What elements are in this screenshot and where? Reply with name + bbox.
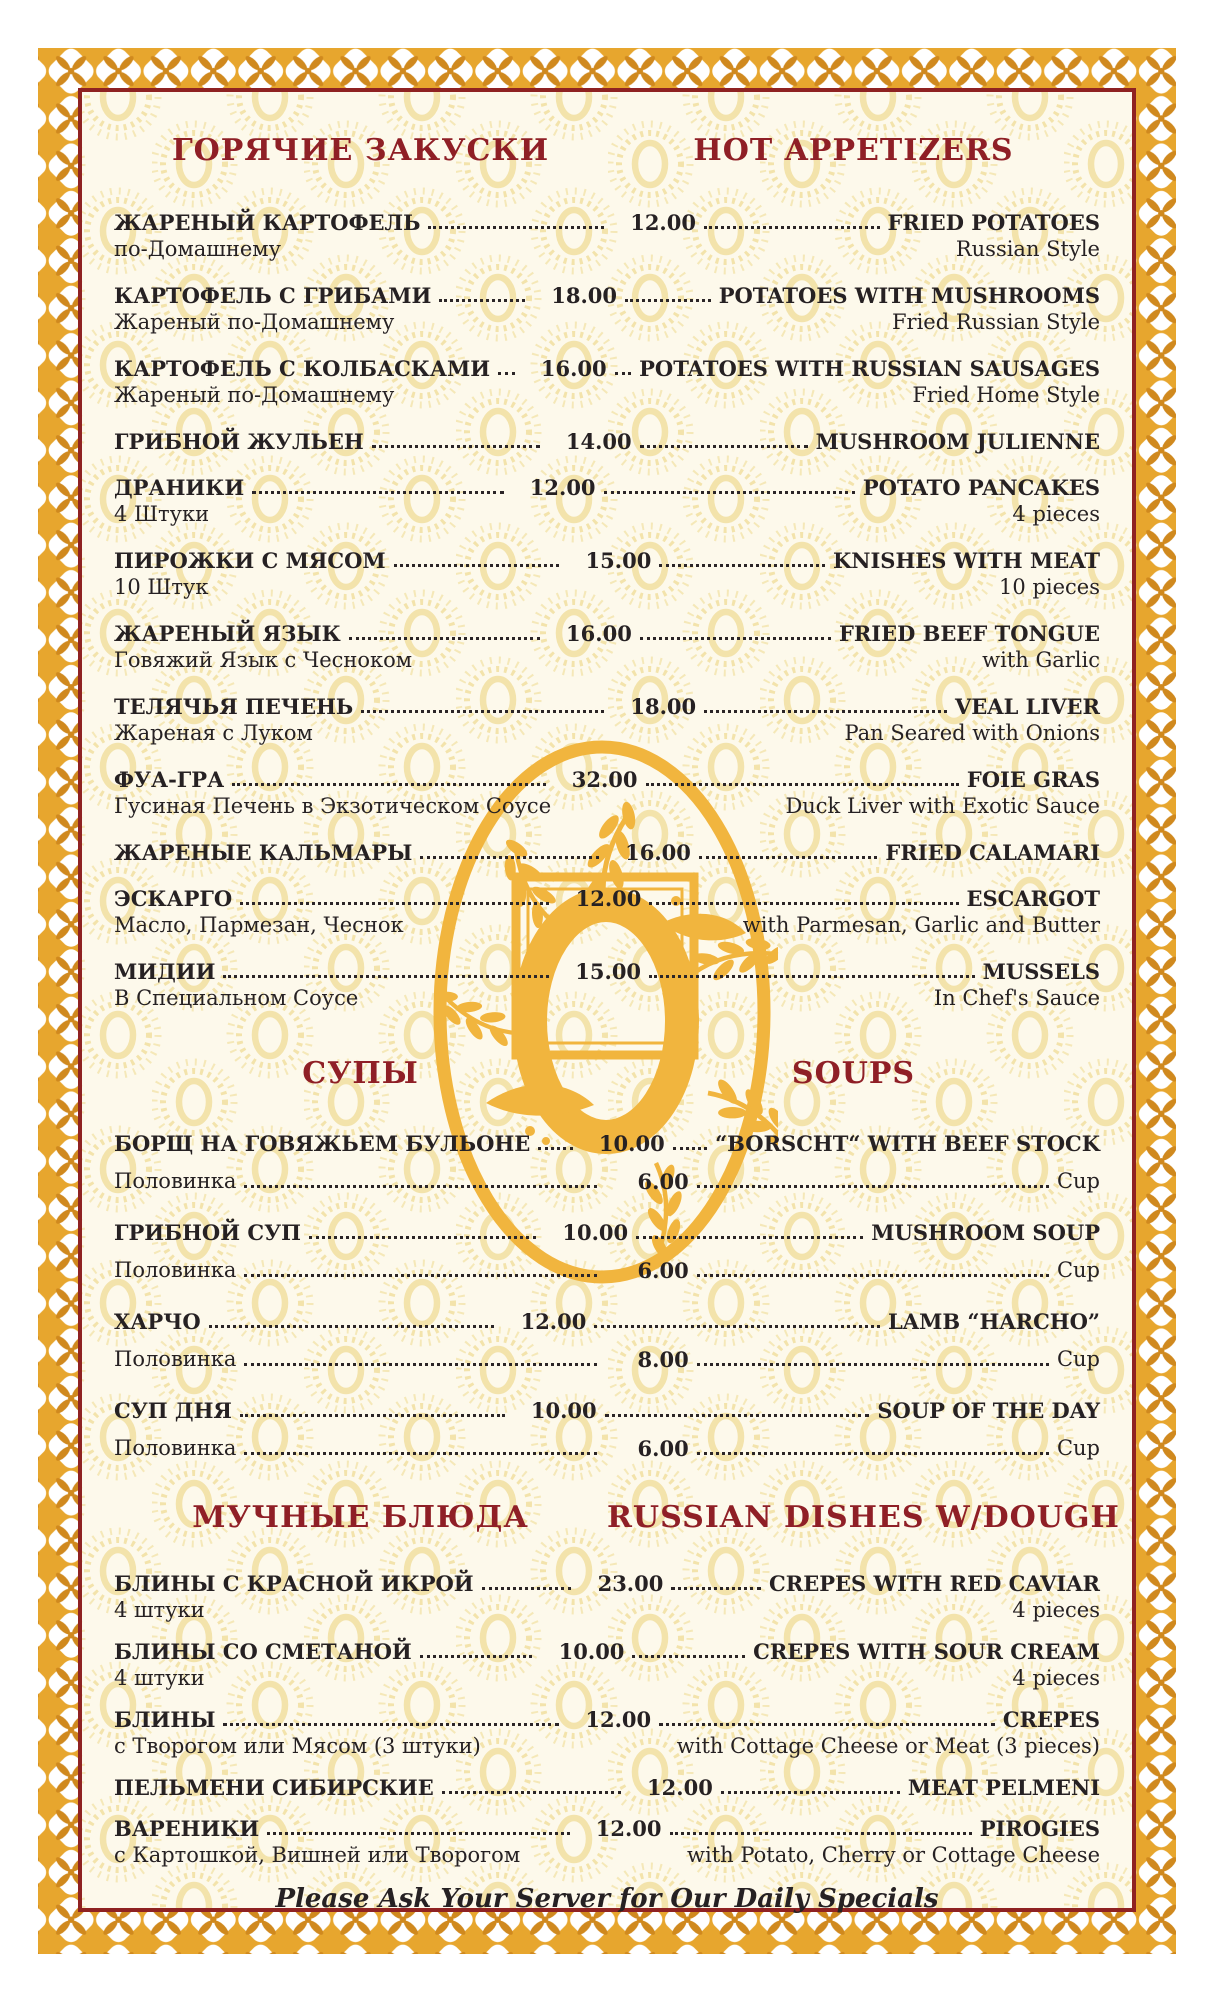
- item-description-line: [114, 502, 1100, 527]
- dot-leader: [697, 1363, 1049, 1366]
- item-main-line: [114, 1775, 1100, 1800]
- item-price: 12.00: [575, 886, 642, 911]
- item-name-en: VEAL LIVER: [955, 694, 1101, 719]
- half-portion-label-ru: Половинка: [114, 1169, 237, 1193]
- item-price: 12.00: [520, 1309, 587, 1334]
- dot-leader: [673, 1147, 707, 1150]
- footer-note: Please Ask Your Server for Our Daily Specials: [275, 1884, 939, 1914]
- section-items: [114, 1571, 1100, 1868]
- item-description-ru: Жареный по-Домашнему: [114, 310, 395, 334]
- item-price: 15.00: [575, 959, 642, 984]
- half-portion-line: [114, 1169, 1100, 1194]
- menu-item: [114, 767, 1100, 819]
- dot-leader: [625, 299, 711, 302]
- item-description-ru: Масло, Пармезан, Чеснок: [114, 913, 404, 937]
- section-headers: [114, 134, 1100, 168]
- item-name-ru: ЖАРЕНЫЙ ЯЗЫК: [114, 621, 341, 646]
- dot-leader: [439, 299, 525, 302]
- dot-leader: [420, 1655, 533, 1658]
- item-price: 10.00: [598, 1131, 665, 1156]
- item-description-line: [114, 383, 1100, 408]
- half-portion-label-ru: Половинка: [114, 1347, 237, 1371]
- item-description-en: 4 pieces: [1012, 502, 1100, 526]
- menu-section: [114, 1057, 1100, 1461]
- item-description-ru: с Картошкой, Вишней или Творогом: [114, 1843, 521, 1867]
- item-name-ru: БЛИНЫ С КРАСНОЙ ИКРОЙ: [114, 1571, 474, 1596]
- section-title-ru: ГОРЯЧИЕ ЗАКУСКИ: [171, 133, 550, 168]
- item-description-ru: с Творогом или Мясом (3 штуки): [114, 1734, 481, 1758]
- item-name-ru: МИДИИ: [114, 959, 216, 984]
- dot-leader: [605, 1414, 870, 1417]
- item-name-en: SOUP OF THE DAY: [877, 1398, 1100, 1423]
- dot-leader: [671, 1587, 761, 1590]
- item-main-line: [114, 475, 1100, 500]
- section-title-en: HOT APPETIZERS: [693, 133, 1014, 168]
- half-portion-label-ru: Половинка: [114, 1436, 237, 1460]
- item-price: 12.00: [595, 1816, 662, 1841]
- item-name-en: FRIED CALAMARI: [885, 840, 1101, 865]
- dot-leader: [361, 710, 604, 713]
- dot-leader: [699, 856, 878, 859]
- section-title-ru: СУПЫ: [302, 1056, 419, 1091]
- item-description-en: Duck Liver with Exotic Sauce: [785, 794, 1100, 818]
- item-description-line: [114, 648, 1100, 673]
- section-title-en: RUSSIAN DISHES W/DOUGH: [607, 1500, 1120, 1535]
- half-portion-line: [114, 1436, 1100, 1461]
- dot-leader: [252, 491, 503, 494]
- dot-leader: [640, 637, 831, 640]
- dot-leader: [267, 1832, 569, 1835]
- dot-leader: [223, 1723, 559, 1726]
- item-name-en: MUSHROOM SOUP: [871, 1220, 1100, 1245]
- item-name-en: PIROGIES: [979, 1816, 1101, 1841]
- item-main-line: [114, 210, 1100, 235]
- half-portion-price: 8.00: [637, 1347, 689, 1372]
- item-description-line: [114, 721, 1100, 746]
- item-name-ru: ЖАРЕНЫЙ КАРТОФЕЛЬ: [114, 210, 421, 235]
- item-description-en: Russian Style: [955, 237, 1100, 261]
- item-main-line: [114, 1220, 1100, 1245]
- item-description-ru: по-Домашнему: [114, 237, 281, 261]
- section-items: [114, 210, 1100, 1011]
- menu-item: [114, 1309, 1100, 1372]
- item-name-en: ESCARGOT: [966, 886, 1100, 911]
- section-title-ru: МУЧНЫЕ БЛЮДА: [192, 1500, 529, 1535]
- dot-leader: [232, 783, 545, 786]
- item-description-line: [114, 913, 1100, 938]
- item-price: 16.00: [566, 621, 632, 646]
- item-name-ru: КАРТОФЕЛЬ С КОЛБАСКАМИ: [114, 356, 491, 381]
- dot-leader: [704, 710, 947, 713]
- item-description-ru: 4 штуки: [114, 1666, 205, 1690]
- item-description-line: [114, 1598, 1100, 1623]
- item-description-ru: Жареная с Луком: [114, 721, 313, 745]
- dot-leader: [636, 1236, 863, 1239]
- menu-item: [114, 1816, 1100, 1868]
- item-name-en: MUSSELS: [982, 959, 1101, 984]
- item-price: 10.00: [562, 1220, 629, 1245]
- item-name-en: POTATOES WITH MUSHROOMS: [718, 283, 1101, 308]
- menu-item: [114, 210, 1100, 262]
- item-name-en: FRIED POTATOES: [887, 210, 1101, 235]
- half-portion-label-en: Cup: [1056, 1258, 1101, 1282]
- item-main-line: [114, 694, 1100, 719]
- item-name-ru: ФУА-ГРА: [114, 767, 225, 792]
- item-name-ru: ПЕЛЬМЕНИ СИБИРСКИЕ: [114, 1775, 434, 1800]
- item-description-en: 4 pieces: [1012, 1666, 1100, 1690]
- menu-item: [114, 1775, 1100, 1800]
- item-price: 10.00: [530, 1398, 597, 1423]
- item-price: 18.00: [630, 694, 697, 719]
- item-main-line: [114, 886, 1100, 911]
- half-portion-label-en: Cup: [1056, 1169, 1101, 1193]
- half-portion-label-en: Cup: [1056, 1347, 1101, 1371]
- item-main-line: [114, 356, 1100, 381]
- dot-leader: [420, 856, 599, 859]
- item-main-line: [114, 1571, 1100, 1596]
- dot-leader: [209, 1325, 495, 1328]
- menu-item: [114, 548, 1100, 600]
- half-portion-label-en: Cup: [1056, 1436, 1101, 1460]
- item-description-en: with Cottage Cheese or Meat (3 pieces): [676, 1734, 1100, 1758]
- item-description-ru: 4 Штуки: [114, 502, 210, 526]
- item-main-line: [114, 1639, 1100, 1664]
- item-main-line: [114, 429, 1100, 454]
- item-description-en: Fried Russian Style: [891, 310, 1100, 334]
- item-description-ru: В Специальном Соусе: [114, 986, 359, 1010]
- item-name-ru: ТЕЛЯЧЬЯ ПЕЧЕНЬ: [114, 694, 354, 719]
- item-name-ru: БОРЩ НА ГОВЯЖЬЕМ БУЛЬОНЕ: [114, 1131, 531, 1156]
- dot-leader: [594, 1325, 880, 1328]
- item-description-en: In Chef's Sauce: [933, 986, 1100, 1010]
- menu-item: [114, 959, 1100, 1011]
- half-portion-line: [114, 1258, 1100, 1283]
- dot-leader: [223, 975, 549, 978]
- menu-item: [114, 621, 1100, 673]
- item-name-en: MEAT PELMENI: [907, 1775, 1101, 1800]
- dot-leader: [697, 1452, 1049, 1455]
- item-main-line: [114, 1309, 1100, 1334]
- item-price: 15.00: [585, 548, 652, 573]
- item-name-en: “BORSCHT“ WITH BEEF STOCK: [715, 1131, 1101, 1156]
- menu-item: [114, 1571, 1100, 1623]
- item-name-ru: БЛИНЫ: [114, 1707, 216, 1732]
- half-portion-price: 6.00: [637, 1258, 689, 1283]
- item-name-ru: ВАРЕНИКИ: [114, 1816, 260, 1841]
- menu-item: [114, 475, 1100, 527]
- item-description-en: with Potato, Cherry or Cottage Cheese: [687, 1843, 1100, 1867]
- dot-leader: [721, 1791, 900, 1794]
- item-price: 16.00: [625, 840, 691, 865]
- item-price: 16.00: [540, 356, 607, 381]
- dot-leader: [349, 637, 540, 640]
- item-name-ru: ЖАРЕНЫЕ КАЛЬМАРЫ: [114, 840, 413, 865]
- half-portion-label-ru: Половинка: [114, 1258, 237, 1282]
- item-name-en: FRIED BEEF TONGUE: [838, 621, 1101, 646]
- dot-leader: [244, 1452, 596, 1455]
- item-description-en: Fried Home Style: [912, 383, 1100, 407]
- item-description-line: [114, 575, 1100, 600]
- menu-item: [114, 1131, 1100, 1194]
- item-description-ru: 4 штуки: [114, 1598, 205, 1622]
- dot-leader: [604, 491, 855, 494]
- dot-leader: [428, 226, 604, 229]
- dot-leader: [646, 783, 959, 786]
- item-description-line: [114, 1734, 1100, 1759]
- item-description-en: Pan Seared with Onions: [844, 721, 1100, 745]
- dot-leader: [632, 1655, 745, 1658]
- half-portion-price: 6.00: [637, 1169, 689, 1194]
- item-name-en: LAMB “HARCHO”: [888, 1309, 1100, 1334]
- menu-section: [114, 134, 1100, 1011]
- item-description-line: [114, 237, 1100, 262]
- item-main-line: [114, 1707, 1100, 1732]
- dot-leader: [240, 902, 549, 905]
- section-headers: [114, 1057, 1100, 1091]
- item-name-en: MUSHROOM JULIENNE: [815, 429, 1101, 454]
- menu-item: [114, 283, 1100, 335]
- dot-leader: [244, 1363, 596, 1366]
- item-description-en: with Parmesan, Garlic and Butter: [742, 913, 1100, 937]
- dot-leader: [704, 226, 880, 229]
- item-name-ru: СУП ДНЯ: [114, 1398, 232, 1423]
- item-main-line: [114, 840, 1100, 865]
- item-main-line: [114, 283, 1100, 308]
- dot-leader: [640, 445, 808, 448]
- menu-section: [114, 1500, 1120, 1868]
- dot-leader: [244, 1185, 596, 1188]
- item-name-ru: ГРИБНОЙ ЖУЛЬЕН: [114, 429, 364, 454]
- dot-leader: [394, 564, 560, 567]
- menu-item: [114, 1707, 1100, 1759]
- dot-leader: [538, 1147, 572, 1150]
- item-name-en: POTATO PANCAKES: [862, 475, 1101, 500]
- item-description-ru: Жареный по-Домашнему: [114, 383, 395, 407]
- item-price: 32.00: [571, 767, 638, 792]
- dot-leader: [240, 1414, 505, 1417]
- item-main-line: [114, 959, 1100, 984]
- menu-item: [114, 1220, 1100, 1283]
- half-portion-line: [114, 1347, 1100, 1372]
- half-portion-price: 6.00: [637, 1436, 689, 1461]
- item-description-en: 4 pieces: [1012, 1598, 1100, 1622]
- item-price: 12.00: [529, 475, 596, 500]
- section-items: [114, 1131, 1100, 1461]
- item-description-ru: Гусиная Печень в Экзотическом Соусе: [114, 794, 552, 818]
- item-description-line: [114, 310, 1100, 335]
- dot-leader: [372, 445, 540, 448]
- item-description-ru: 10 Штук: [114, 575, 209, 599]
- item-main-line: [114, 1816, 1100, 1841]
- item-price: 23.00: [597, 1571, 664, 1596]
- dot-leader: [659, 564, 825, 567]
- item-description-line: [114, 986, 1100, 1011]
- item-name-en: CREPES WITH RED CAVIAR: [769, 1571, 1101, 1596]
- dot-leader: [697, 1274, 1049, 1277]
- menu-item: [114, 694, 1100, 746]
- item-name-ru: БЛИНЫ СО СМЕТАНОЙ: [114, 1639, 412, 1664]
- item-name-en: KNISHES WITH MEAT: [833, 548, 1100, 573]
- item-name-ru: ЭСКАРГО: [114, 886, 233, 911]
- item-name-en: FOIE GRAS: [966, 767, 1101, 792]
- menu-item: [114, 840, 1100, 865]
- item-price: 14.00: [565, 429, 632, 454]
- item-main-line: [114, 548, 1100, 573]
- item-description-line: [114, 1666, 1100, 1691]
- section-headers: [114, 1500, 1120, 1535]
- item-name-ru: ДРАНИКИ: [114, 475, 245, 500]
- item-price: 12.00: [585, 1707, 652, 1732]
- menu-item: [114, 1398, 1100, 1461]
- item-description-en: with Garlic: [982, 648, 1100, 672]
- item-name-en: CREPES WITH SOUR CREAM: [753, 1639, 1100, 1664]
- menu-item: [114, 429, 1100, 454]
- dot-leader: [309, 1236, 536, 1239]
- menu-item: [114, 886, 1100, 938]
- dot-leader: [482, 1587, 572, 1590]
- dot-leader: [244, 1274, 596, 1277]
- dot-leader: [442, 1791, 621, 1794]
- item-name-en: CREPES: [1002, 1707, 1101, 1732]
- item-main-line: [114, 1131, 1100, 1156]
- section-title-en: SOUPS: [791, 1056, 916, 1091]
- item-price: 12.00: [630, 210, 696, 235]
- item-description-line: [114, 1843, 1100, 1868]
- item-name-en: POTATOES WITH RUSSIAN SAUSAGES: [639, 356, 1101, 381]
- item-name-ru: ХАРЧО: [114, 1309, 201, 1334]
- item-name-ru: ГРИБНОЙ СУП: [114, 1220, 301, 1245]
- dot-leader: [649, 975, 975, 978]
- menu-content: [80, 90, 1134, 1914]
- item-price: 10.00: [558, 1639, 625, 1664]
- item-price: 12.00: [647, 1775, 713, 1800]
- menu-item: [114, 1639, 1100, 1691]
- item-name-ru: ПИРОЖКИ С МЯСОМ: [114, 548, 386, 573]
- item-main-line: [114, 1398, 1100, 1423]
- item-description-en: 10 pieces: [999, 575, 1100, 599]
- dot-leader: [649, 902, 958, 905]
- item-description-line: [114, 794, 1100, 819]
- item-main-line: [114, 621, 1100, 646]
- dot-leader: [670, 1832, 972, 1835]
- item-name-ru: КАРТОФЕЛЬ С ГРИБАМИ: [114, 283, 432, 308]
- dot-leader: [659, 1723, 995, 1726]
- dot-leader: [697, 1185, 1049, 1188]
- dot-leader: [498, 372, 515, 375]
- item-price: 18.00: [551, 283, 618, 308]
- menu-sections: [114, 133, 1120, 1868]
- dot-leader: [615, 372, 632, 375]
- item-description-ru: Говяжий Язык с Чесноком: [114, 648, 413, 672]
- item-main-line: [114, 767, 1100, 792]
- menu-item: [114, 356, 1100, 408]
